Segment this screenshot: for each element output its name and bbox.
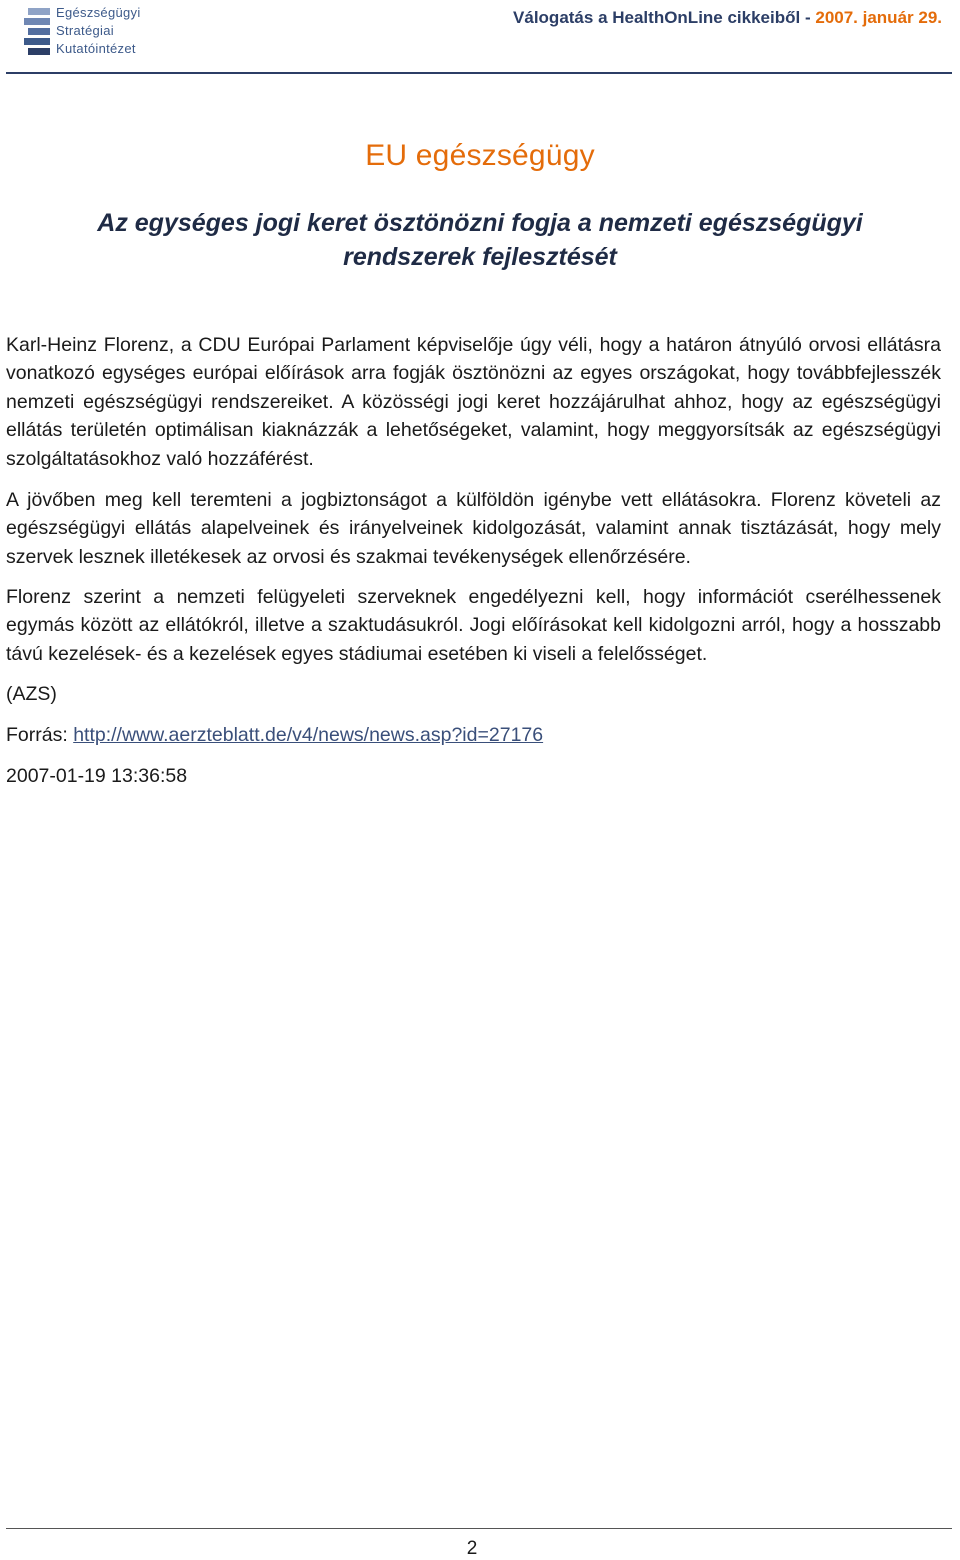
source-label: Forrás: [6, 723, 68, 746]
logo-line-3: Kutatóintézet [56, 41, 136, 56]
logo-line-2: Stratégiai [56, 23, 114, 38]
header-title: Válogatás a HealthOnLine cikkeiből - [513, 8, 811, 27]
institute-logo [22, 4, 141, 62]
page-header [0, 0, 960, 76]
paragraph-1: Karl-Heinz Florenz, a CDU Európai Parlament képviselője úgy véli, hogy a határon átnyúló orvosi ellátásra vonatkozó egységes európai előírások arra fogják ösztönözni az egyes országokat, hogy továbbfejlesszék nemzeti egészségügyi rendszereiket. A közösségi jogi keret hozzájárulhat ahhoz, hogy az egészségügyi ellátás területén optimálisan kiaknázzák a lehetőségeket, valamint, hogy meggyorsítsák az egészségügyi szolgáltatásokhoz való hozzáférést. [6, 333, 941, 470]
footer-divider [6, 1528, 952, 1529]
article-title: EU egészségügy [365, 139, 595, 173]
article-subtitle: Az egységes jogi keret ösztönözni fogja a nemzeti egészségügyi rendszerek fejlesztését [97, 209, 863, 271]
logo-icon [22, 6, 52, 62]
author-initials: (AZS) [6, 682, 57, 705]
paragraph-2: A jövőben meg kell teremteni a jogbiztonságot a külföldön igénybe vett ellátásokra. Florenz követeli az egészségügyi ellátás alapelveinek és irányelveinek kidolgozását, valamint annak tisztázását, hogy mely szervek lesznek illetékesek az orvosi és szakmai tevékenységek ellenőrzésére. [6, 488, 941, 568]
page-number: 2 [466, 1538, 478, 1559]
source-line [6, 721, 941, 750]
timestamp: 2007-01-19 13:36:58 [6, 764, 188, 787]
logo-line-1: Egészségügyi [56, 5, 141, 20]
header-divider [6, 72, 952, 74]
paragraph-3: Florenz szerint a nemzeti felügyeleti szerveknek engedélyezni kell, hogy információt cserélhessenek egymás között az ellátókról, illetve a szaktudásukról. Jogi előírásokat kell kidolgozni arról, hogy a hosszabb távú kezelések- és a kezelések egyes stádiumai esetében ki viseli a felelősséget. [6, 585, 941, 665]
header-date: 2007. január 29. [815, 8, 942, 27]
header-caption [513, 8, 942, 28]
source-link[interactable]: http://www.aerzteblatt.de/v4/news/news.asp?id=27176 [73, 723, 544, 746]
logo-wordmark [56, 4, 141, 58]
